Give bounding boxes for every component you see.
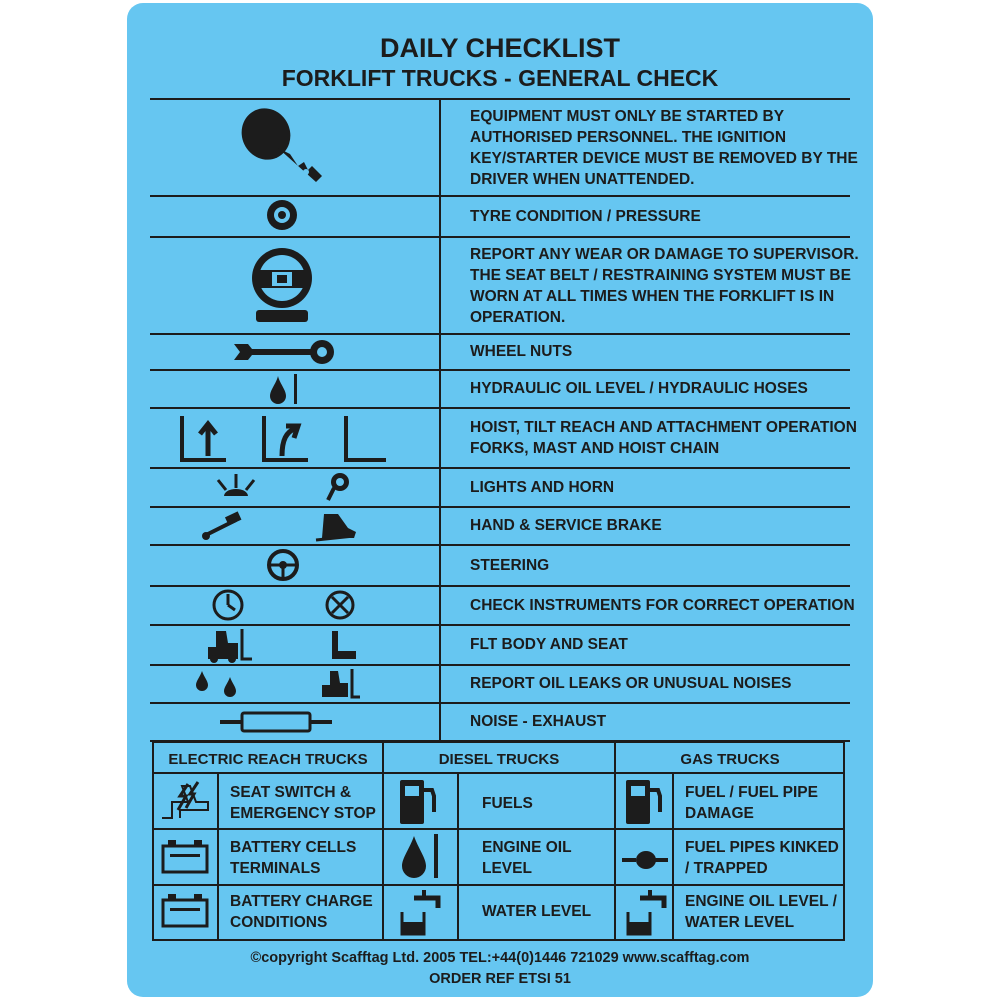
table-divider — [439, 98, 441, 740]
dipstick-icon — [400, 832, 444, 882]
row-leaks-text: REPORT OIL LEAKS OR UNUSUAL NOISES — [470, 675, 792, 692]
gas-item-2: FUEL PIPES KINKED / TRAPPED — [685, 839, 839, 877]
brake-icon — [198, 510, 358, 542]
footer-copyright: ©copyright Scafftag Ltd. 2005 TEL:+44(0)1446 721029 www.scafftag.com — [250, 950, 750, 966]
row-body-text: FLT BODY AND SEAT — [470, 636, 628, 653]
oil-water-icon — [624, 888, 670, 936]
battery-icon — [160, 838, 210, 874]
gas-heading: GAS TRUCKS — [680, 751, 780, 768]
exhaust-icon — [220, 711, 332, 733]
electric-heading: ELECTRIC REACH TRUCKS — [168, 751, 368, 768]
row-seatbelt-text: REPORT ANY WEAR OR DAMAGE TO SUPERVISOR. THE SEAT BELT / RESTRAINING SYSTEM MUST BE WORN AT ALL TIMES WHEN THE FORKLIFT IS IN OPERATION. — [470, 246, 859, 326]
box-divider — [614, 741, 616, 941]
instruments-icon — [208, 588, 360, 622]
fuel-pipe-icon — [620, 846, 670, 872]
row-instruments-text: CHECK INSTRUMENTS FOR CORRECT OPERATION — [470, 596, 855, 614]
table-rule — [150, 236, 850, 238]
electric-item-2: BATTERY CELLS TERMINALS — [230, 839, 357, 877]
steering-wheel-icon — [266, 549, 300, 581]
page-title: DAILY CHECKLIST — [379, 33, 621, 63]
box-rule — [152, 884, 845, 886]
box-divider — [217, 772, 219, 941]
row-lights-text: LIGHTS AND HORN — [470, 478, 615, 496]
ignition-key-icon — [236, 104, 326, 192]
row-hoist-text: HOIST, TILT REACH AND ATTACHMENT OPERATION FORKS, MAST AND HOIST CHAIN — [470, 418, 857, 457]
row-steering-text: STEERING — [470, 556, 550, 574]
diesel-item-3: WATER LEVEL — [482, 903, 592, 920]
row-wheelnuts-text: WHEEL NUTS — [470, 343, 573, 360]
gas-item-1: FUEL / FUEL PIPE DAMAGE — [685, 784, 818, 822]
table-rule — [150, 98, 850, 100]
page-subtitle: FORKLIFT TRUCKS - GENERAL CHECK — [281, 65, 719, 91]
row-tyre-text: TYRE CONDITION / PRESSURE — [470, 207, 701, 225]
row-brake-text: HAND & SERVICE BRAKE — [470, 517, 662, 534]
seat-belt-icon — [250, 244, 314, 328]
diesel-item-1: FUELS — [482, 795, 533, 812]
tyre-icon — [265, 198, 299, 232]
box-rule — [152, 828, 845, 830]
gas-item-3: ENGINE OIL LEVEL / WATER LEVEL — [685, 893, 837, 931]
forklift-seat-icon — [204, 627, 362, 663]
electric-item-1: SEAT SWITCH & EMERGENCY STOP — [230, 784, 376, 822]
battery-charge-icon — [160, 892, 210, 928]
oil-leak-icon — [190, 667, 360, 703]
box-divider — [672, 772, 674, 941]
row-hydraulic-text: HYDRAULIC OIL LEVEL / HYDRAULIC HOSES — [470, 380, 808, 397]
footer-order-ref: ORDER REF ETSI 51 — [429, 971, 571, 987]
box-divider — [457, 772, 459, 941]
fuel-pump-icon — [398, 778, 442, 826]
box-rule — [152, 772, 845, 774]
diesel-item-2: ENGINE OIL LEVEL — [482, 839, 572, 877]
row-exhaust-text: NOISE - EXHAUST — [470, 713, 607, 730]
lights-horn-icon — [210, 470, 360, 504]
oil-drop-icon — [266, 372, 302, 406]
box-divider — [382, 741, 384, 941]
gas-pump-icon — [624, 778, 668, 826]
row-ignition-text: EQUIPMENT MUST ONLY BE STARTED BY AUTHORISED PERSONNEL. THE IGNITION KEY/STARTER DEVICE MUST BE REMOVED BY THE DRIVER WHEN UNATTENDED. — [470, 108, 858, 188]
fork-operation-icon — [180, 412, 390, 464]
seat-switch-icon — [158, 780, 212, 822]
diesel-heading: DIESEL TRUCKS — [438, 751, 560, 768]
wrench-icon — [232, 338, 336, 366]
water-tap-icon — [398, 888, 444, 936]
electric-item-3: BATTERY CHARGE CONDITIONS — [230, 893, 373, 931]
